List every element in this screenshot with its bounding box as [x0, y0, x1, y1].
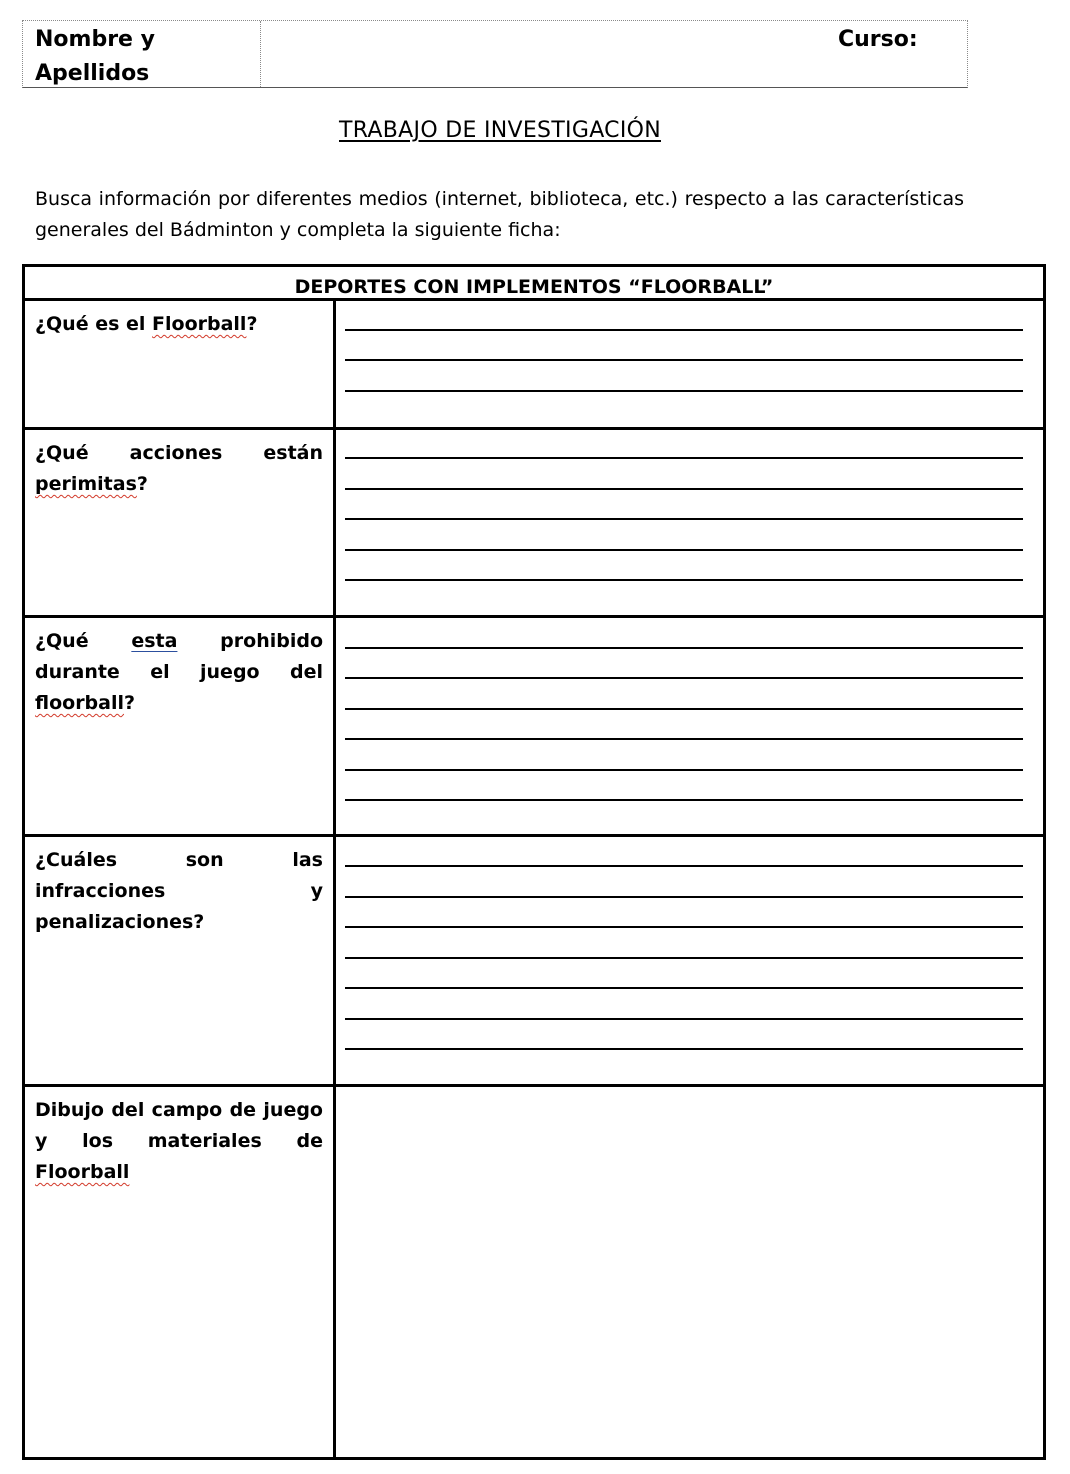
- answer-cell[interactable]: [336, 430, 1046, 618]
- answer-line: [345, 579, 1023, 581]
- answer-line: [345, 1048, 1023, 1050]
- answer-line: [345, 457, 1023, 459]
- question-cell: ¿Qué esta prohibido durante el juego del floorball?: [22, 618, 336, 837]
- page-title: TRABAJO DE INVESTIGACIÓN: [339, 118, 661, 143]
- answer-cell[interactable]: [336, 618, 1046, 837]
- answer-line: [345, 865, 1023, 867]
- instructions-paragraph: Busca información por diferentes medios (internet, biblioteca, etc.) respecto a las características generales del Bádminton y completa la siguiente ficha:: [35, 188, 964, 241]
- question-cell: ¿Cuáles son las infracciones y penalizaciones?: [22, 837, 336, 1087]
- answer-line: [345, 926, 1023, 928]
- answer-line: [345, 769, 1023, 771]
- answer-cell[interactable]: [336, 837, 1046, 1087]
- answer-line: [345, 390, 1023, 392]
- worksheet-table: [22, 264, 1046, 1460]
- table-row: [22, 430, 1046, 618]
- table-row: [22, 1087, 1046, 1460]
- answer-line: [345, 957, 1023, 959]
- table-row: [22, 837, 1046, 1087]
- answer-line: [345, 488, 1023, 490]
- header-divider: [260, 21, 261, 87]
- answer-line: [345, 647, 1023, 649]
- answer-line: [345, 329, 1023, 331]
- answer-line: [345, 799, 1023, 801]
- question-cell: ¿Qué acciones están perimitas?: [22, 430, 336, 618]
- answer-line: [345, 359, 1023, 361]
- answer-line: [345, 738, 1023, 740]
- student-info-header: [22, 20, 968, 88]
- answer-line: [345, 518, 1023, 520]
- answer-line: [345, 708, 1023, 710]
- spellcheck-word: floorball: [35, 692, 125, 714]
- answer-line: [345, 677, 1023, 679]
- spellcheck-word: Floorball: [152, 313, 247, 335]
- spellcheck-word: perimitas: [35, 473, 137, 495]
- grammar-word: esta: [131, 630, 178, 652]
- drawing-area[interactable]: [336, 1087, 1046, 1460]
- answer-line: [345, 1018, 1023, 1020]
- answer-line: [345, 987, 1023, 989]
- spellcheck-word: Floorball: [35, 1161, 130, 1183]
- answer-cell[interactable]: [336, 301, 1046, 430]
- name-label: Nombre y Apellidos: [35, 27, 155, 86]
- course-label: Curso:: [838, 27, 918, 52]
- table-row: [22, 301, 1046, 430]
- table-heading: DEPORTES CON IMPLEMENTOS “FLOORBALL”: [22, 264, 1046, 301]
- question-cell: Dibujo del campo de juego y los materiales de Floorball: [22, 1087, 336, 1460]
- table-row: [22, 618, 1046, 837]
- answer-line: [345, 896, 1023, 898]
- question-cell: ¿Qué es el Floorball?: [22, 301, 336, 430]
- answer-line: [345, 549, 1023, 551]
